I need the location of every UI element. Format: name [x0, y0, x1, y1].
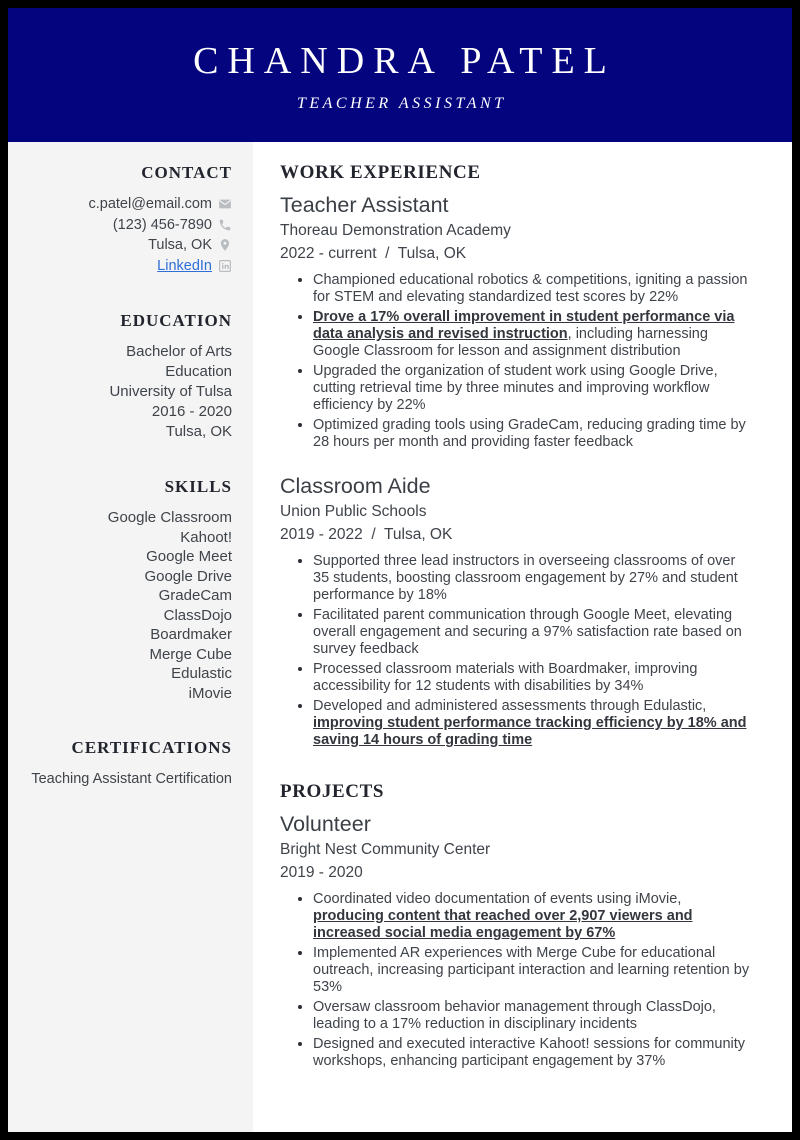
- entry-organization: Union Public Schools: [280, 502, 427, 520]
- education-line: Bachelor of Arts: [126, 343, 232, 360]
- phone-icon: [218, 218, 232, 232]
- bullet-text: Designed and executed interactive Kahoot! sessions for community workshops, enhancing participant engagement by 37%: [313, 1036, 746, 1069]
- contact-row-email: [26, 194, 232, 215]
- skill-item: iMovie: [188, 684, 232, 702]
- person-job-title: TEACHER ASSISTANT: [296, 94, 507, 112]
- entry-dates-location: 2019 - 2020: [280, 863, 363, 881]
- main-content: [253, 142, 792, 1132]
- bullet-text: Coordinated video documentation of events using iMovie,: [313, 891, 682, 907]
- entry-dates-location: 2019 - 2022 / Tulsa, OK: [280, 525, 453, 543]
- section-projects: [280, 781, 755, 1070]
- header-banner: [8, 8, 792, 142]
- entry-organization: Thoreau Demonstration Academy: [280, 221, 511, 239]
- bullet-item: [313, 1035, 755, 1070]
- contact-section: [26, 163, 232, 276]
- bullet-text: Oversaw classroom behavior management through ClassDojo, leading to a 17% reduction in disciplinary incidents: [313, 999, 716, 1032]
- skill-item: Google Meet: [146, 548, 232, 565]
- bullet-text: Developed and administered assessments through Edulastic,: [313, 698, 707, 714]
- experience-entry: [280, 474, 755, 749]
- section-work-experience: [280, 162, 755, 749]
- education-section: [26, 311, 232, 442]
- skill-item: Edulastic: [171, 665, 232, 682]
- skill-item: Google Classroom: [107, 509, 232, 526]
- experience-entry: [280, 193, 755, 451]
- bullet-emphasis-text: improving student performance tracking efficiency by 18% and saving 14 hours of grading time: [313, 715, 747, 748]
- email-icon: [218, 197, 232, 211]
- skill-item: ClassDojo: [163, 606, 232, 624]
- experience-entry: [280, 812, 755, 1070]
- bullet-list: [280, 552, 755, 749]
- entry-title: Teacher Assistant: [280, 193, 449, 217]
- contact-row-linkedin: [26, 256, 232, 277]
- bullet-item: [313, 606, 755, 658]
- contact-email: c.patel@email.com: [88, 196, 212, 212]
- bullet-text: Implemented AR experiences with Merge Cube for educational outreach, increasing participant interaction and learning retention by 53%: [313, 945, 750, 995]
- section-heading: WORK EXPERIENCE: [280, 162, 481, 183]
- contact-list: [26, 194, 232, 276]
- certification-item: Teaching Assistant Certification: [31, 771, 232, 787]
- entry-dates-location: 2022 - current / Tulsa, OK: [280, 244, 467, 262]
- skill-item: Kahoot!: [180, 528, 232, 546]
- education-line: Tulsa, OK: [165, 423, 232, 440]
- bullet-text: Upgraded the organization of student work using Google Drive, cutting retrieval time by three minutes and improving workflow efficiency by 22%: [313, 363, 718, 413]
- skill-item: Google Drive: [144, 567, 232, 585]
- bullet-item: [313, 552, 755, 604]
- bullet-text: Supported three lead instructors in overseeing classrooms of over 35 students, boosting classroom engagement by 27% and student performance by 18%: [313, 553, 738, 603]
- bullet-item: [313, 362, 755, 414]
- bullet-item: [313, 271, 755, 306]
- entry-title: Classroom Aide: [280, 474, 431, 498]
- bullet-item: [313, 697, 755, 749]
- contact-phone: (123) 456-7890: [112, 216, 212, 233]
- certifications-section: [26, 738, 232, 789]
- education-heading: EDUCATION: [120, 311, 232, 330]
- bullet-text: Facilitated parent communication through Google Meet, elevating overall engagement and securing a 97% satisfaction rate based on survey feedback: [313, 607, 742, 657]
- education-line: Education: [165, 363, 232, 380]
- bullet-text: Championed educational robotics & competitions, igniting a passion for STEM and elevating standardized test scores by 22%: [313, 272, 748, 305]
- entry-title: Volunteer: [280, 812, 371, 836]
- location-icon: [218, 238, 232, 252]
- bullet-item: [313, 660, 755, 695]
- bullet-text: Optimized grading tools using GradeCam, reducing grading time by 28 hours per month and providing faster feedback: [313, 417, 746, 450]
- skills-heading: SKILLS: [164, 477, 232, 496]
- education-line: University of Tulsa: [109, 383, 232, 400]
- bullet-item: [313, 998, 755, 1033]
- linkedin-icon: [218, 259, 232, 273]
- person-name: CHANDRA PATEL: [193, 40, 616, 83]
- skill-item: GradeCam: [158, 587, 232, 604]
- contact-row-location: [26, 235, 232, 256]
- bullet-item: [313, 416, 755, 451]
- skills-section: [26, 477, 232, 703]
- bullet-text: Processed classroom materials with Boardmaker, improving accessibility for 12 students with disabilities by 34%: [313, 661, 698, 694]
- bullet-item: [313, 944, 755, 996]
- certifications-heading: CERTIFICATIONS: [71, 738, 232, 757]
- bullet-item: [313, 308, 755, 360]
- sidebar: [8, 142, 253, 1132]
- skill-item: Merge Cube: [149, 645, 232, 663]
- content-columns: [8, 142, 792, 1132]
- resume-page: [8, 8, 792, 1132]
- certifications-list: [26, 769, 232, 789]
- bullet-item: [313, 890, 755, 942]
- education-line: 2016 - 2020: [151, 403, 232, 420]
- contact-heading: CONTACT: [141, 163, 232, 182]
- skill-item: Boardmaker: [150, 626, 232, 643]
- skills-list: [26, 508, 232, 703]
- bullet-text: , including harnessing Google Classroom for lesson and assignment distribution: [313, 326, 708, 359]
- bullet-emphasis-text: producing content that reached over 2,907 viewers and increased social media engagement by 67%: [313, 908, 693, 941]
- entry-organization: Bright Nest Community Center: [280, 840, 491, 858]
- bullet-emphasis-text: Drove a 17% overall improvement in student performance via data analysis and revised instruction: [313, 309, 735, 342]
- contact-location: Tulsa, OK: [148, 237, 212, 253]
- bullet-list: [280, 890, 755, 1070]
- education-list: [26, 342, 232, 442]
- contact-linkedin[interactable]: LinkedIn: [157, 257, 212, 274]
- contact-row-phone: [26, 215, 232, 236]
- section-heading: PROJECTS: [280, 781, 385, 802]
- bullet-list: [280, 271, 755, 451]
